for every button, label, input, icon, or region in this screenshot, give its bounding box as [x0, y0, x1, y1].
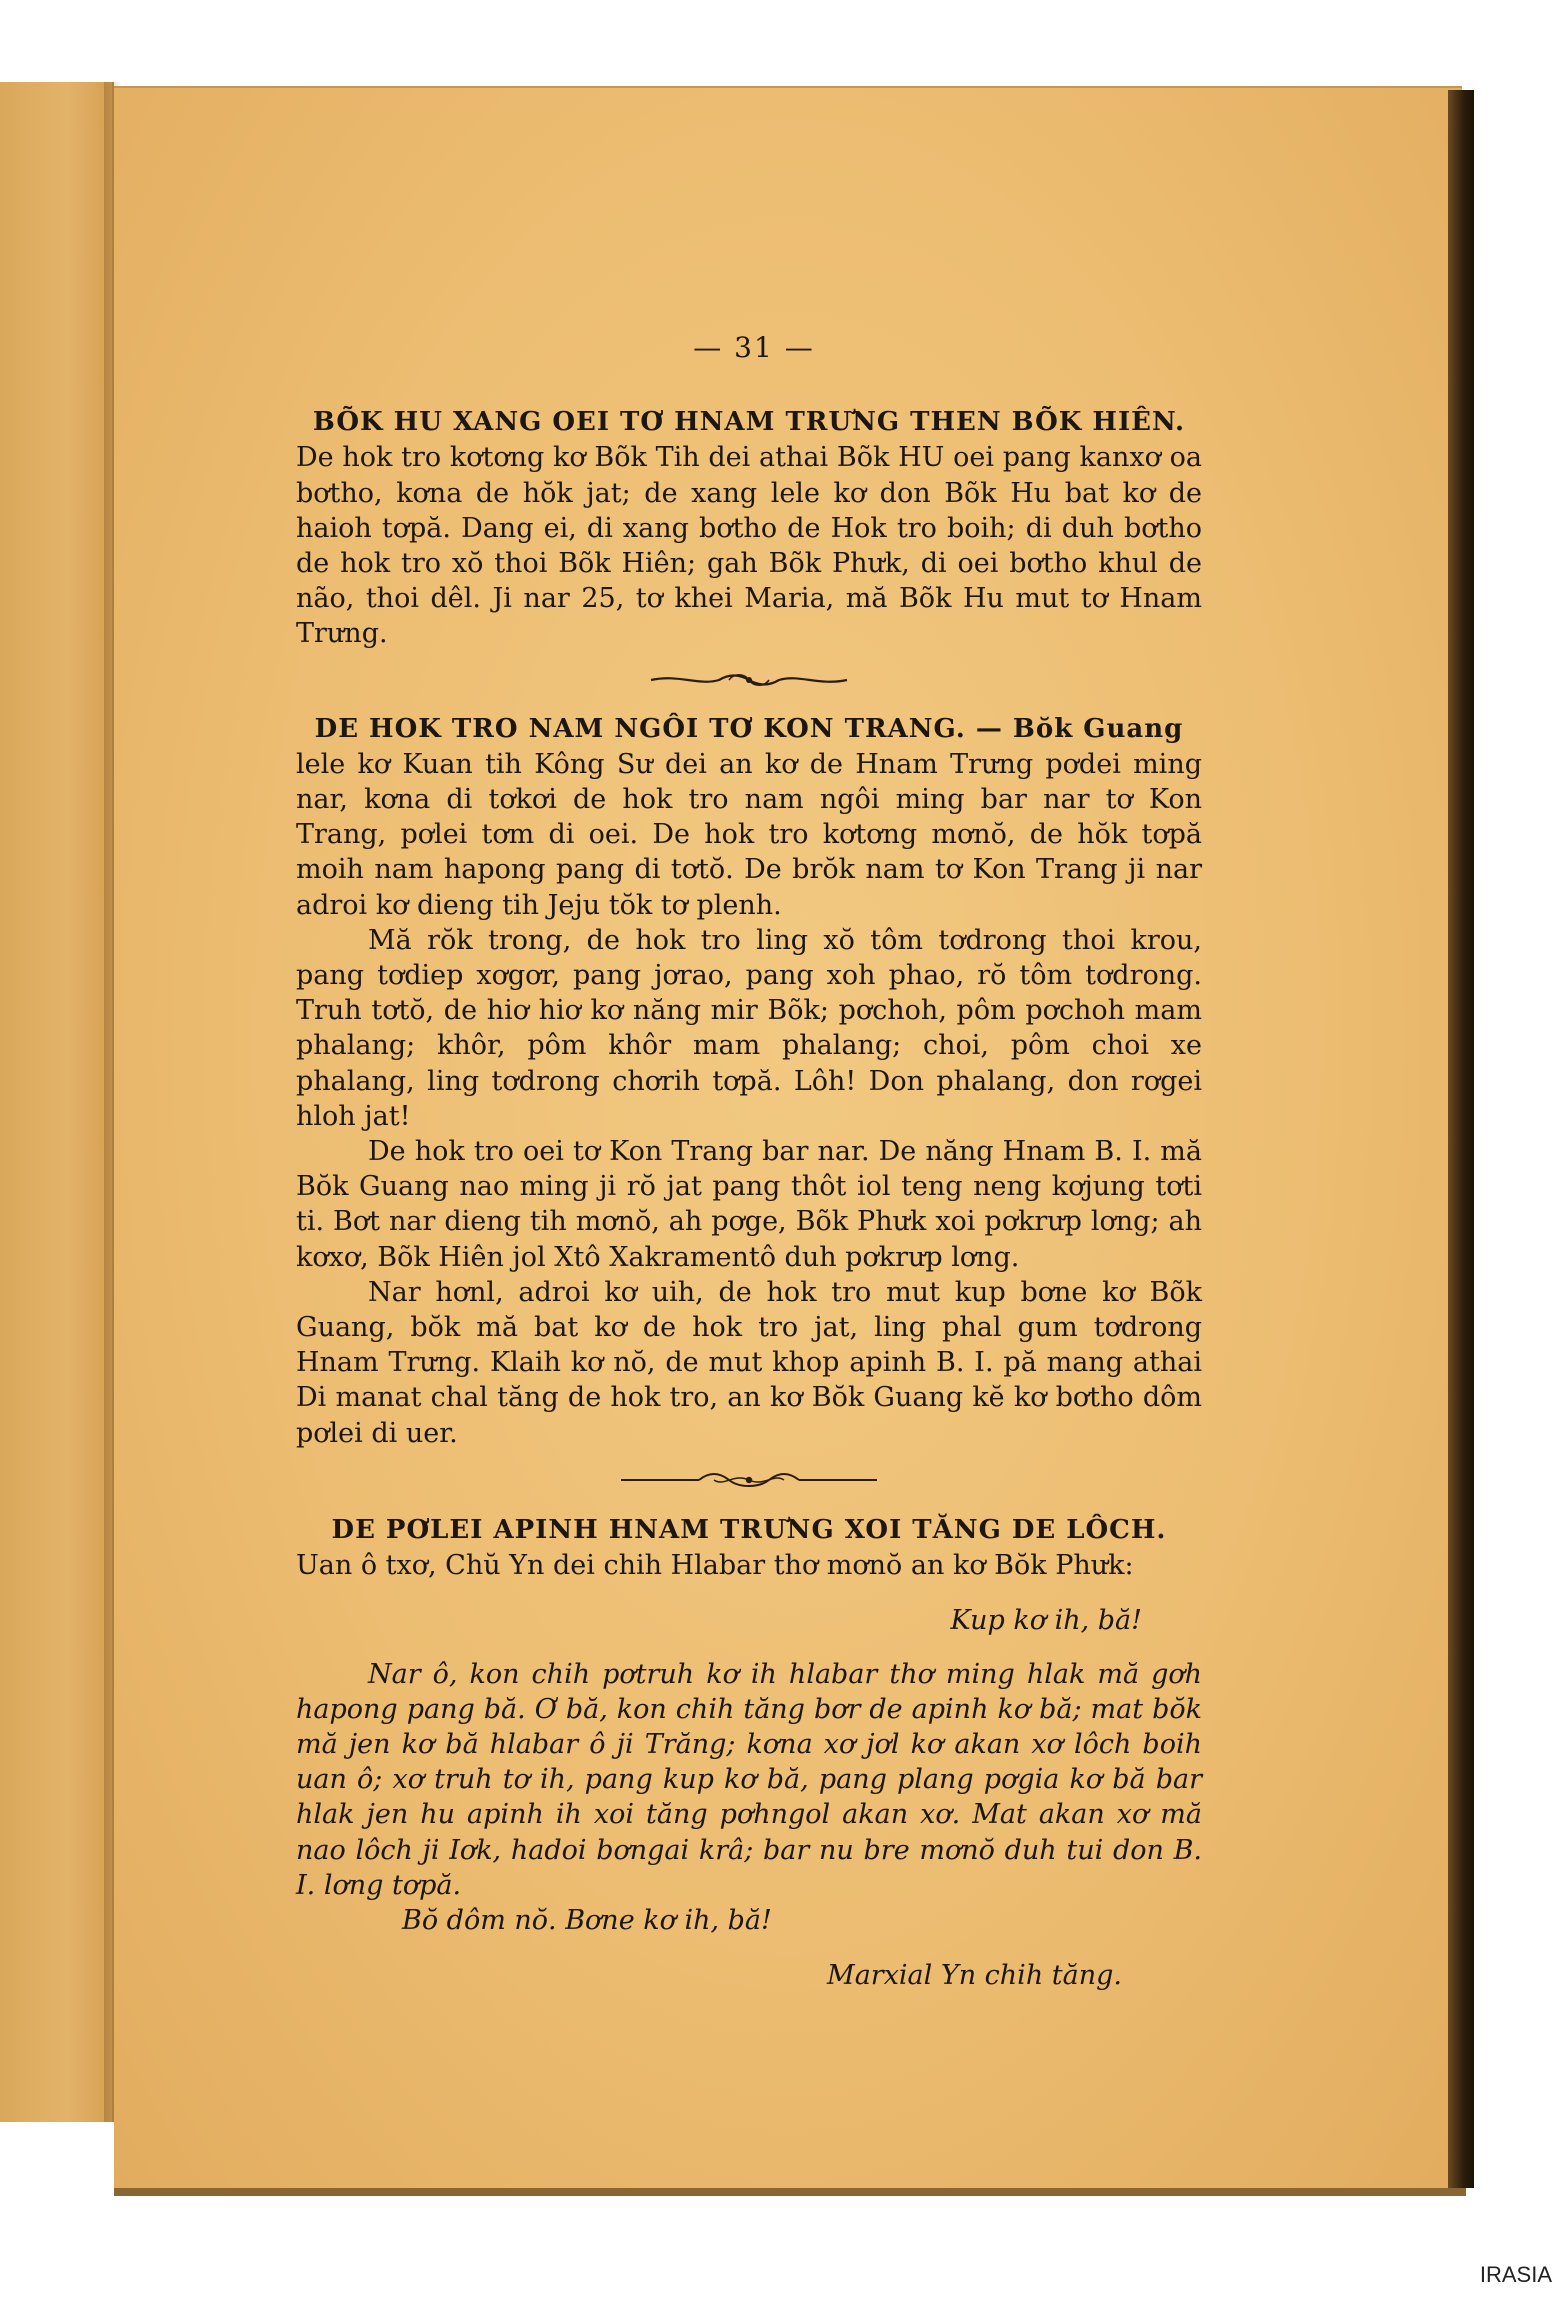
section-2-paragraph-4: Nar hơnl, adroi kơ uih, de hok tro mut kup bơne kơ Bõk Guang, bŏk mă bat kơ de hok tro jat, ling phal gum tơdrong Hnam Trưng. Klaih kơ nŏ, de mut khop apinh B. I. pă mang athai Di manat chal tăng de hok tro, an kơ Bŏk Guang kĕ kơ bơtho dôm pơlei di uer.: [296, 1276, 1202, 1449]
letter-body: Nar ô, kon chih pơtruh kơ ih hlabar thơ ming hlak mă gơh hapong pang bă. Ơ bă, kon chih tăng bơr de apinh kơ bă; mat bŏk mă jen kơ bă hlabar ô ji Trăng; kơna xơ jơl kơ akan xơ lôch boih uan ô; xơ truh tơ ih, pang kup kơ bă, pang plang pơgia kơ bă bar hlak jen hu apinh ih xoi tăng pơhngol akan xơ. Mat akan xơ mă nao lôch ji Iơk, hadoi bơngai krâ; bar nu bre mơnŏ duh tui don B. I. lơng tơpă.: [296, 1658, 1202, 1901]
page-text: [296, 330, 1202, 1993]
section-3-intro: Uan ô txơ, Chŭ Yn dei chih Hlabar thơ mơnŏ an kơ Bŏk Phưk:: [296, 1550, 1134, 1582]
section-2-paragraph-3: De hok tro oei tơ Kon Trang bar nar. De năng Hnam B. I. mă Bŏk Guang nao ming ji rŏ jat pang thôt iol teng neng kơjung tơti ti. Bơt nar dieng tih mơnŏ, ah pơge, Bõk Phưk xoi pơkrưp lơng; ah kơxơ, Bõk Hiên jol Xtô Xakramentô duh pơkrưp lơng.: [296, 1136, 1202, 1273]
ornament-divider-1: [649, 670, 849, 690]
section-2-heading: DE HOK TRO NAM NGÔI TƠ KON TRANG. — Bŏk Guang: [314, 713, 1184, 744]
watermark: IRASIA: [1479, 2262, 1552, 2287]
page-stack-edge: [1448, 90, 1474, 2188]
section-2-paragraph-1: lele kơ Kuan tih Kông Sư dei an kơ de Hnam Trưng pơdei ming nar, kơna di tơkơi de hok tro nam ngôi ming bar nar tơ Kon Trang, pơlei tơm di oei. De hok tro kơtơng mơnŏ, de hŏk tơpă moih nam hapong pang di tơtŏ. De brŏk nam tơ Kon Trang ji nar adroi kơ dieng tih Jeju tŏk tơ plenh.: [296, 748, 1202, 921]
section-3-heading: DE PƠLEI APINH HNAM TRƯNG XOI TĂNG DE LÔCH.: [331, 1514, 1167, 1545]
left-page-edge: [0, 82, 114, 2122]
page-number: — 31 —: [693, 331, 815, 364]
section-2-paragraph-2: Mă rŏk trong, de hok tro ling xŏ tôm tơdrong thoi krou, pang tơdiep xơgơr, pang jơrao, pang xoh phao, rŏ tôm tơdrong. Truh tơtŏ, de hiơ hiơ kơ năng mir Bõk; pơchoh, pôm pơchoh mam phalang; khôr, pôm khôr mam phalang; choi, pôm choi xe phalang, ling tơdrong chơrih tơpă. Lôh! Don phalang, don rơgei hloh jat!: [296, 924, 1202, 1132]
letter-signature: Marxial Yn chih tăng.: [827, 1960, 1122, 1992]
letter-salutation: Kup kơ ih, bă!: [950, 1605, 1142, 1637]
page-bottom-edge: [114, 2188, 1466, 2196]
section-1-heading: BÕK HU XANG OEI TƠ HNAM TRƯNG THEN BÕK HIÊN.: [312, 407, 1186, 438]
ornament-divider-2: [619, 1469, 879, 1491]
letter-closing: Bŏ dôm nŏ. Bơne kơ ih, bă!: [402, 1904, 772, 1936]
section-1-paragraph-1: De hok tro kơtơng kơ Bõk Tih dei athai Bõk HU oei pang kanxơ oa bơtho, kơna de hŏk jat; de xang lele kơ don Bõk Hu bat kơ de haioh tơpă. Dang ei, di xang bơtho de Hok tro boih; di duh bơtho de hok tro xŏ thoi Bõk Hiên; gah Bõk Phưk, di oei bơtho khul de não, thoi dêl. Ji nar 25, tơ khei Maria, mă Bõk Hu mut tơ Hnam Trưng.: [296, 442, 1202, 650]
